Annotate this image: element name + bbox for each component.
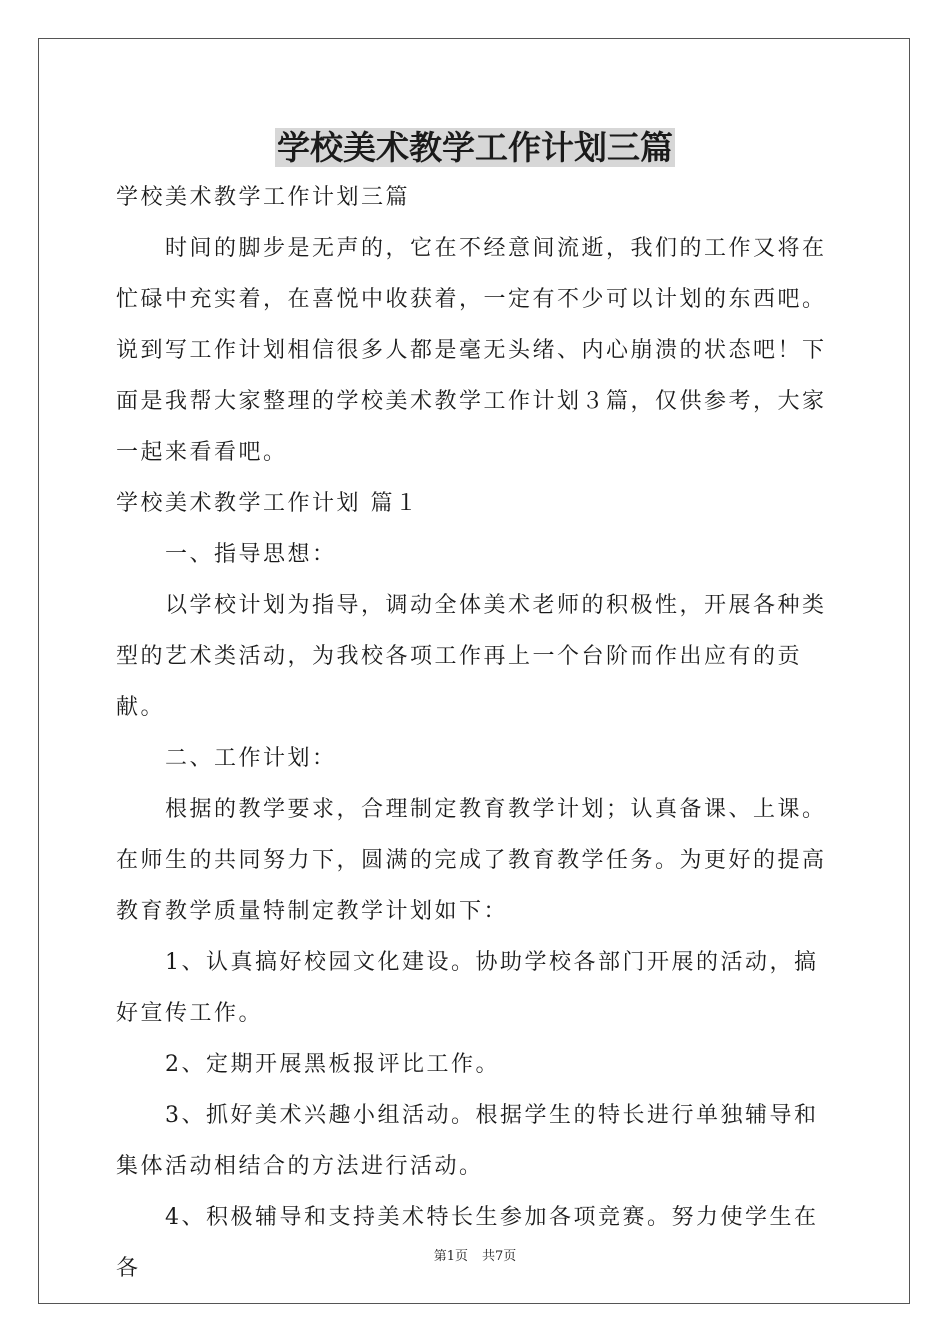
document-title-text: 学校美术教学工作计划三篇 xyxy=(277,128,673,167)
page-number: 第1页 xyxy=(433,1249,468,1264)
paragraph-work-plan: 根据的教学要求，合理制定教育教学计划；认真备课、上课。在师生的共同努力下，圆满的完成了教育教学任务。为更好的提高教育教学质量特制定教学计划如下： xyxy=(116,797,827,924)
paragraph-heading-guiding-ideas: 一、指导思想： xyxy=(165,542,337,567)
paragraph-item-1: 1、认真搞好校园文化建设。协助学校各部门开展的活动，搞好宣传工作。 xyxy=(116,950,819,1026)
paragraph-section-heading: 学校美术教学工作计划 篇１ xyxy=(116,491,420,516)
paragraph-subtitle: 学校美术教学工作计划三篇 xyxy=(116,185,411,210)
paragraph-guiding-ideas: 以学校计划为指导，调动全体美术老师的积极性，开展各种类型的艺术类活动，为我校各项工作再上一个台阶而作出应有的贡献。 xyxy=(116,593,827,720)
paragraph-heading-work-plan: 二、工作计划： xyxy=(165,746,337,771)
document-body xyxy=(116,172,836,1294)
paragraph-item-2: 2、定期开展黑板报评比工作。 xyxy=(165,1052,500,1077)
paragraph-item-3: 3、抓好美术兴趣小组活动。根据学生的特长进行单独辅导和集体活动相结合的方法进行活动。 xyxy=(116,1103,819,1179)
document-title xyxy=(0,124,950,172)
page-footer xyxy=(0,1248,950,1266)
page-total: 共7页 xyxy=(482,1249,517,1264)
paragraph-item-4: 4、积极辅导和支持美术特长生参加各项竞赛。努力使学生在各 xyxy=(116,1205,819,1281)
paragraph-intro: 时间的脚步是无声的，它在不经意间流逝，我们的工作又将在忙碌中充实着，在喜悦中收获着，一定有不少可以计划的东西吧。说到写工作计划相信很多人都是毫无头绪、内心崩溃的状态吧！下面是我帮大家整理的学校美术教学工作计划３篇，仅供参考，大家一起来看看吧。 xyxy=(116,236,827,465)
